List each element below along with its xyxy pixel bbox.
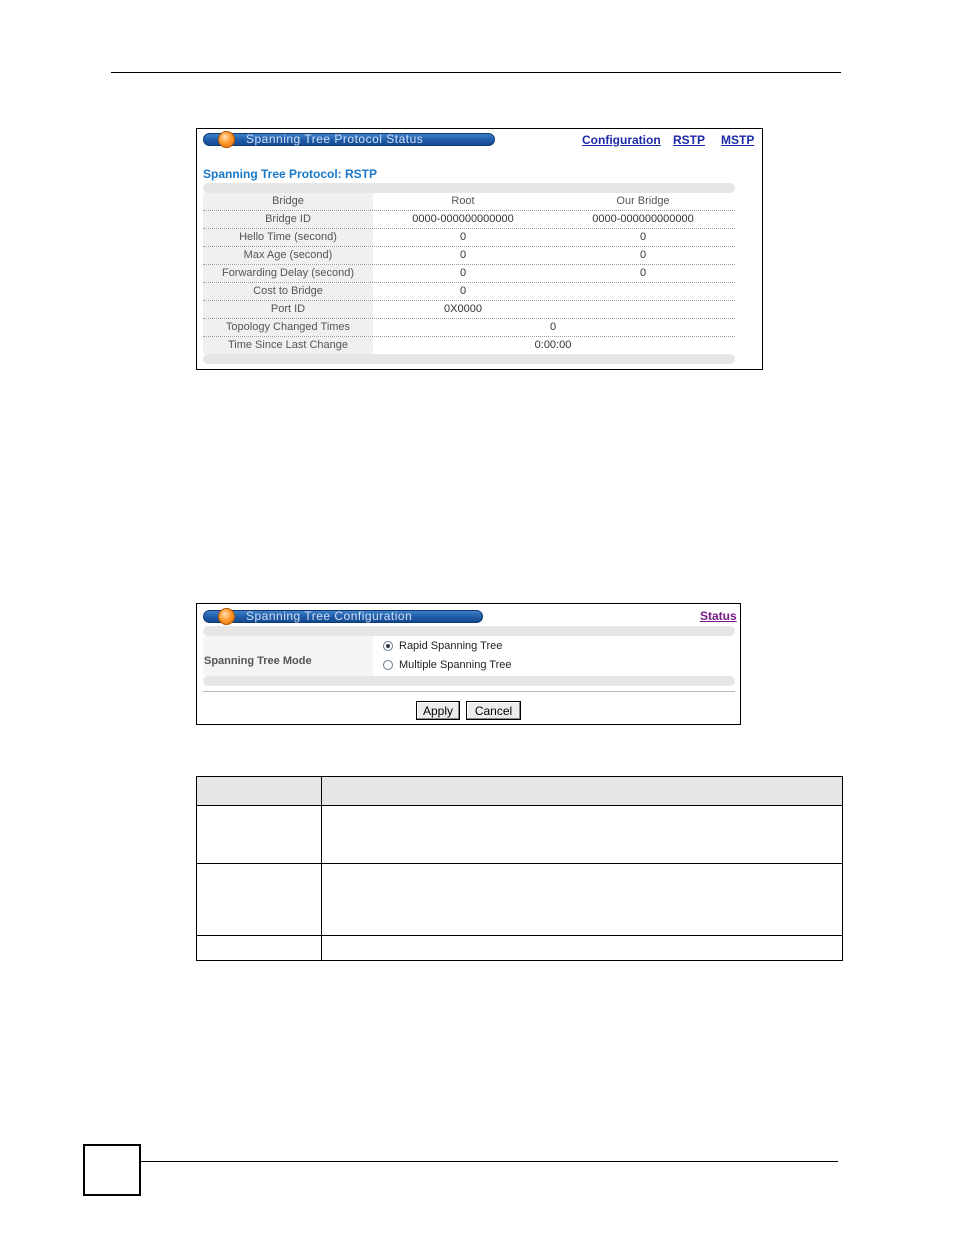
table-row <box>203 283 735 301</box>
table-row <box>203 247 735 265</box>
row-label: Max Age (second) <box>203 247 373 264</box>
description-table-header <box>197 777 842 806</box>
column-header-root: Root <box>451 195 475 207</box>
table-top-band <box>203 183 735 193</box>
column-header-bridge: Bridge <box>203 193 373 210</box>
row-label: Forwarding Delay (second) <box>203 265 373 282</box>
table-row <box>203 337 735 355</box>
row-label: Time Since Last Change <box>203 337 373 354</box>
our-bridge-value: 0000-000000000000 <box>592 213 694 225</box>
status-title: Spanning Tree Protocol Status <box>246 132 424 146</box>
footer-rule <box>141 1161 838 1162</box>
radio-multiple-spanning-tree[interactable] <box>383 660 393 670</box>
config-divider <box>203 691 735 692</box>
description-table <box>196 776 843 961</box>
our-bridge-value: 0 <box>639 267 647 279</box>
orange-orb-icon <box>218 131 235 148</box>
configuration-link[interactable]: Configuration <box>582 133 661 147</box>
row-label: Hello Time (second) <box>203 229 373 246</box>
table-row <box>203 319 735 337</box>
mode-label: Spanning Tree Mode <box>204 655 312 667</box>
option-label: Rapid Spanning Tree <box>399 640 503 652</box>
row-divider <box>197 863 842 864</box>
protocol-subtitle: Spanning Tree Protocol: RSTP <box>203 167 378 181</box>
root-value: 0 <box>459 231 467 243</box>
option-label: Multiple Spanning Tree <box>399 659 512 671</box>
table-row <box>203 229 735 247</box>
column-header-our-bridge: Our Bridge <box>616 195 670 207</box>
root-value: 0 <box>459 249 467 261</box>
row-divider <box>197 935 842 936</box>
config-title-bar <box>203 610 483 623</box>
header-rule <box>111 72 841 73</box>
column-divider <box>321 777 322 960</box>
table-row <box>203 265 735 283</box>
table-row <box>203 211 735 229</box>
status-link[interactable]: Status <box>700 609 737 623</box>
config-bottom-band <box>203 676 735 686</box>
table-bottom-band <box>203 354 735 364</box>
status-title-bar <box>203 133 495 146</box>
page-number-box <box>83 1144 141 1196</box>
cancel-button[interactable]: Cancel <box>466 701 521 720</box>
status-table <box>203 193 735 353</box>
root-value: 0 <box>459 267 467 279</box>
table-row <box>203 301 735 319</box>
config-top-band <box>203 626 735 636</box>
config-panel <box>196 603 741 725</box>
rstp-link[interactable]: RSTP <box>673 133 706 147</box>
table-header-row <box>203 193 735 211</box>
row-label: Bridge ID <box>203 211 373 228</box>
row-label: Topology Changed Times <box>203 319 373 336</box>
root-value: 0 <box>459 285 467 297</box>
span-value: 0 <box>549 321 557 333</box>
status-panel <box>196 128 763 370</box>
orange-orb-icon <box>218 608 235 625</box>
mstp-link[interactable]: MSTP <box>721 133 755 147</box>
row-label: Port ID <box>203 301 373 318</box>
config-title: Spanning Tree Configuration <box>246 609 413 623</box>
row-label: Cost to Bridge <box>203 283 373 300</box>
root-value: 0X0000 <box>444 303 482 315</box>
radio-rapid-spanning-tree[interactable] <box>383 641 393 651</box>
root-value: 0000-000000000000 <box>412 213 514 225</box>
apply-button[interactable]: Apply <box>416 701 460 720</box>
our-bridge-value: 0 <box>639 249 647 261</box>
our-bridge-value: 0 <box>639 231 647 243</box>
span-value: 0:00:00 <box>534 339 572 351</box>
